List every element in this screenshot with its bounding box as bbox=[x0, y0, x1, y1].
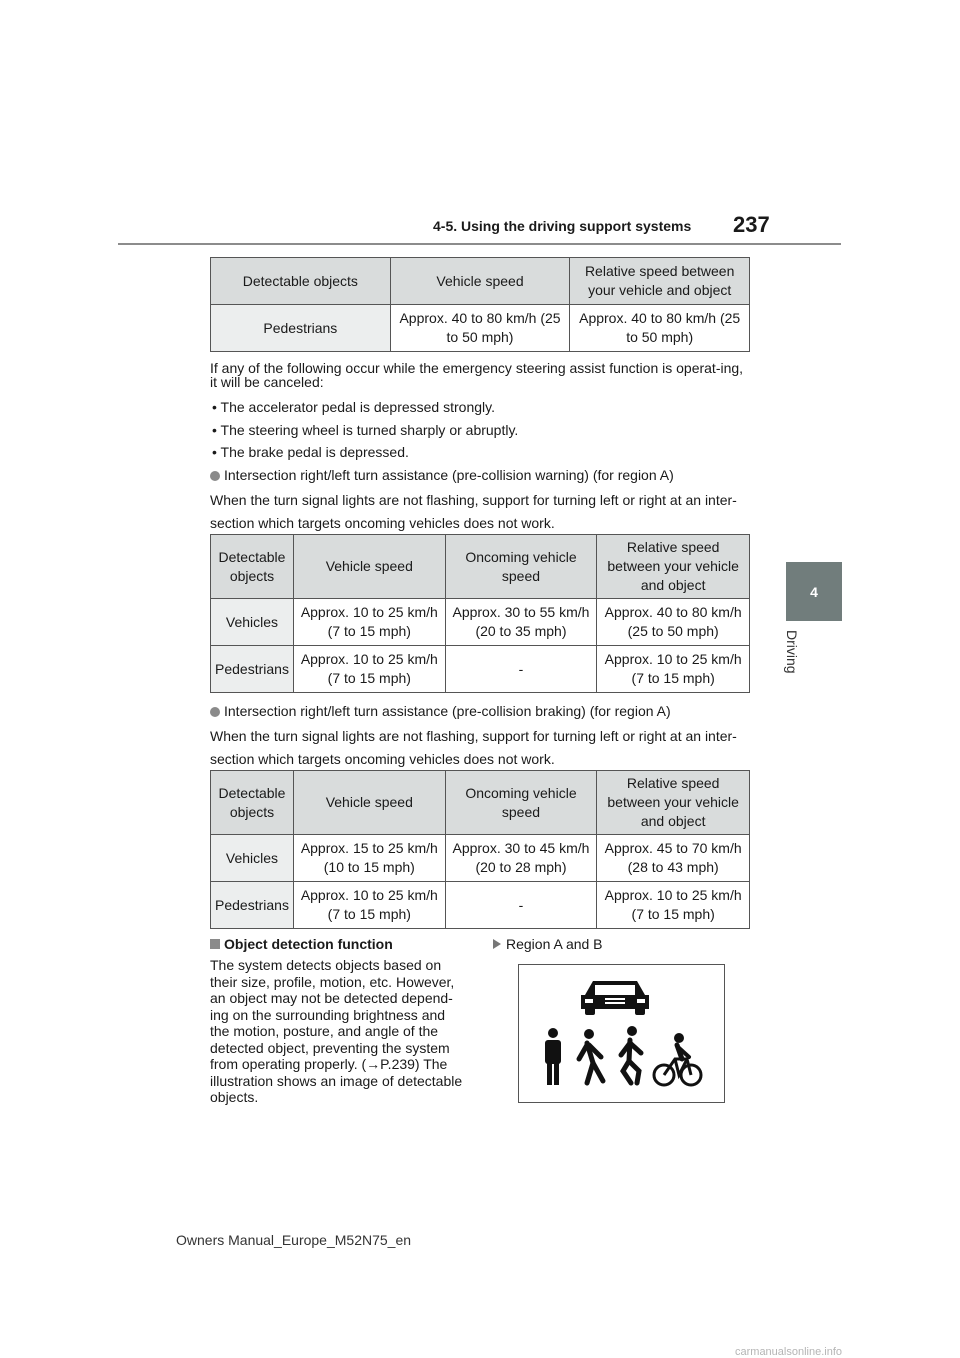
section-body-braking: When the turn signal lights are not flashing, support for turning left or right at an inter-section which targets oncoming vehicles does not work. bbox=[210, 728, 737, 767]
table-cell: Pedestrians bbox=[211, 882, 294, 929]
braking-speed-table bbox=[210, 770, 750, 929]
bullet-icon bbox=[210, 471, 220, 481]
section-heading-braking bbox=[210, 703, 671, 719]
page-number: 237 bbox=[733, 212, 770, 237]
car-icon bbox=[581, 981, 649, 1015]
table-header: Detectable objects bbox=[211, 535, 294, 599]
table-header: Vehicle speed bbox=[293, 771, 445, 835]
detectable-objects-figure bbox=[518, 964, 725, 1103]
triangle-marker-icon bbox=[493, 939, 501, 949]
table-header: Detectable objects bbox=[211, 771, 294, 835]
table-cell: Vehicles bbox=[211, 599, 294, 646]
table-header: Detectable objects bbox=[211, 258, 391, 305]
cyclist-icon bbox=[654, 1033, 701, 1085]
table-cell: Approx. 30 to 45 km/h (20 to 28 mph) bbox=[445, 835, 597, 882]
bullet-icon bbox=[210, 707, 220, 717]
cancel-item: • The brake pedal is depressed. bbox=[212, 444, 409, 460]
table-cell: Approx. 10 to 25 km/h (7 to 15 mph) bbox=[597, 882, 750, 929]
cancel-item: • The accelerator pedal is depressed strongly. bbox=[212, 399, 495, 415]
cancel-item: • The steering wheel is turned sharply or abruptly. bbox=[212, 422, 519, 438]
table-cell: Approx. 40 to 80 km/h (25 to 50 mph) bbox=[390, 305, 570, 352]
header-rule bbox=[118, 243, 841, 245]
table-cell: Approx. 40 to 80 km/h (25 to 50 mph) bbox=[570, 305, 750, 352]
object-detection-body: The system detects objects based on their size, profile, motion, etc. However, an object may not be detected depend-ing on the surrounding brightness and the motion, posture, and angle of the detected object, preventing the system from operating properly. (→P.239) The illustration shows an image of detectable objects. bbox=[210, 957, 463, 1105]
table-header: Vehicle speed bbox=[293, 535, 445, 599]
heading-text: Intersection right/left turn assistance (pre-collision warning) (for region A) bbox=[224, 467, 674, 483]
watermark: carmanualsonline.info bbox=[735, 1346, 843, 1358]
section-heading-warning bbox=[210, 467, 674, 483]
chapter-label bbox=[782, 630, 806, 710]
footer-text: Owners Manual_Europe_M52N75_en bbox=[176, 1232, 412, 1248]
table-cell: Vehicles bbox=[211, 835, 294, 882]
caption-text: Region A and B bbox=[506, 936, 603, 952]
section-body-warning: When the turn signal lights are not flashing, support for turning left or right at an inter-section which targets oncoming vehicles does not work. bbox=[210, 492, 737, 531]
table-cell: Approx. 45 to 70 km/h (28 to 43 mph) bbox=[597, 835, 750, 882]
table-cell: Approx. 15 to 25 km/h (10 to 15 mph) bbox=[293, 835, 445, 882]
table-cell: Approx. 40 to 80 km/h (25 to 50 mph) bbox=[597, 599, 750, 646]
table-cell: Approx. 30 to 55 km/h (20 to 35 mph) bbox=[445, 599, 597, 646]
table-header: Relative speed between your vehicle and object bbox=[597, 771, 750, 835]
square-bullet-icon bbox=[210, 939, 220, 949]
table-header: Relative speed between your vehicle and object bbox=[597, 535, 750, 599]
warning-speed-table bbox=[210, 534, 750, 693]
detectable-objects-illustration bbox=[519, 965, 724, 1102]
table-cell: Pedestrians bbox=[211, 646, 294, 693]
table-cell: Approx. 10 to 25 km/h (7 to 15 mph) bbox=[293, 646, 445, 693]
pedestrian-running-icon bbox=[621, 1026, 641, 1083]
pedestrian-standing-icon bbox=[545, 1028, 561, 1085]
table-cell: - bbox=[445, 646, 597, 693]
table-header: Oncoming vehicle speed bbox=[445, 771, 597, 835]
pedestrian-speed-table bbox=[210, 257, 750, 352]
table-header: Vehicle speed bbox=[390, 258, 570, 305]
table-header: Oncoming vehicle speed bbox=[445, 535, 597, 599]
table-cell: Pedestrians bbox=[211, 305, 391, 352]
pedestrian-walking-icon bbox=[579, 1029, 603, 1083]
cancel-intro: If any of the following occur while the emergency steering assist function is operat-ing, it will be canceled: bbox=[210, 360, 744, 390]
object-detection-heading bbox=[210, 936, 393, 952]
table-cell: - bbox=[445, 882, 597, 929]
chapter-tab: 4 bbox=[786, 562, 842, 621]
table-cell: Approx. 10 to 25 km/h (7 to 15 mph) bbox=[293, 882, 445, 929]
table-cell: Approx. 10 to 25 km/h (7 to 15 mph) bbox=[597, 646, 750, 693]
chapter-label-text: Driving bbox=[784, 630, 800, 674]
section-title: 4-5. Using the driving support systems bbox=[433, 218, 692, 234]
figure-caption bbox=[493, 936, 603, 952]
table-header: Relative speed between your vehicle and object bbox=[570, 258, 750, 305]
table-cell: Approx. 10 to 25 km/h (7 to 15 mph) bbox=[293, 599, 445, 646]
heading-text: Intersection right/left turn assistance (pre-collision braking) (for region A) bbox=[224, 703, 671, 719]
heading-text: Object detection function bbox=[224, 936, 393, 952]
